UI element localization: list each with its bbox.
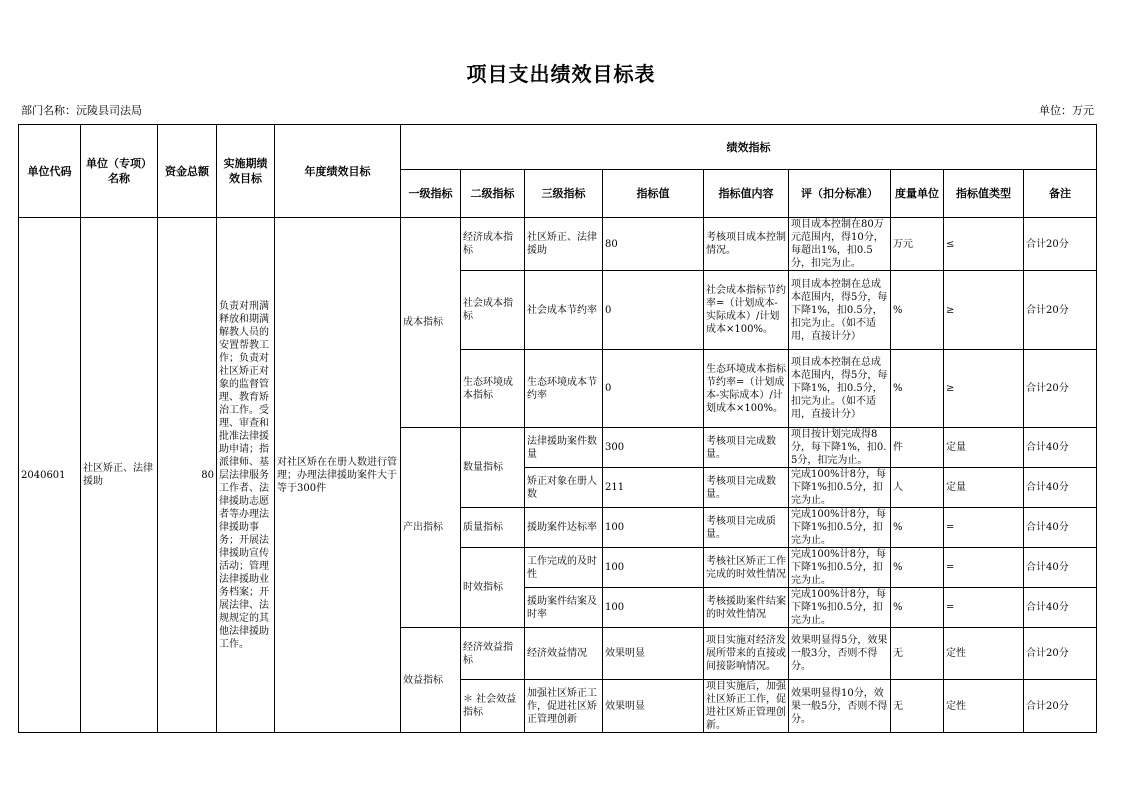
level1-cell: 成本指标: [401, 218, 461, 428]
scoring-cell: 完成100%计8分，每下降1%扣0.5分，扣完为止。: [789, 588, 891, 628]
type-cell: ≥: [944, 350, 1024, 428]
unit-cell: 件: [891, 428, 944, 468]
header-value-type: 指标值类型: [944, 170, 1024, 218]
header-content: 指标值内容: [704, 170, 789, 218]
header-measure-unit: 度量单位: [891, 170, 944, 218]
unit-cell: 无: [891, 680, 944, 733]
unit-cell: 无: [891, 628, 944, 680]
value-cell: 100: [603, 508, 704, 548]
header-level1: 一级指标: [401, 170, 461, 218]
header-remark: 备注: [1024, 170, 1097, 218]
remark-cell: 合计40分: [1024, 468, 1097, 508]
remark-cell: 合计20分: [1024, 218, 1097, 271]
content-cell: 项目实施后，加强社区矫正工作，促进社区矫正管理创新。: [704, 680, 789, 733]
level2-cell: 经济成本指标: [461, 218, 525, 271]
value-cell: 效果明显: [603, 680, 704, 733]
scoring-cell: 完成100%计8分，每下降1%扣0.5分，扣完为止。: [789, 548, 891, 588]
header-period-goal: 实施期绩效目标: [217, 125, 275, 218]
unit-cell: %: [891, 271, 944, 350]
remark-cell: 合计40分: [1024, 428, 1097, 468]
level3-cell: 生态环境成本节约率: [525, 350, 603, 428]
scoring-cell: 效果明显得10分，效果一般5分，否则不得分。: [789, 680, 891, 733]
level2-cell: 社会成本指标: [461, 271, 525, 350]
value-cell: 0: [603, 350, 704, 428]
level2-cell: 质量指标: [461, 508, 525, 548]
type-cell: 定量: [944, 428, 1024, 468]
remark-cell: 合计40分: [1024, 548, 1097, 588]
content-cell: 考核项目完成数量。: [704, 468, 789, 508]
type-cell: 定性: [944, 680, 1024, 733]
annual-goal-cell: 对社区矫在在册人数进行管理；办理法律援助案件大于等于300件: [275, 218, 401, 733]
value-cell: 80: [603, 218, 704, 271]
content-cell: 社会成本指标节约率=（计划成本-实际成本）/计划成本×100%。: [704, 271, 789, 350]
level1-cell: 效益指标: [401, 628, 461, 733]
remark-cell: 合计20分: [1024, 271, 1097, 350]
unit-name-cell: 社区矫正、法律援助: [81, 218, 158, 733]
level3-cell: 社区矫正、法律援助: [525, 218, 603, 271]
unit-cell: 人: [891, 468, 944, 508]
department-name: 部门名称：沅陵县司法局: [21, 104, 142, 117]
remark-cell: 合计40分: [1024, 588, 1097, 628]
unit-cell: %: [891, 548, 944, 588]
type-cell: 定性: [944, 628, 1024, 680]
currency-unit: 单位：万元: [1039, 104, 1094, 117]
remark-cell: 合计20分: [1024, 350, 1097, 428]
value-cell: 100: [603, 548, 704, 588]
type-cell: 定量: [944, 468, 1024, 508]
level2-cell: 数量指标: [461, 428, 525, 508]
content-cell: 项目实施对经济发展所带来的直接或间接影响情况。: [704, 628, 789, 680]
performance-goal-table: [18, 124, 1097, 733]
period-goal-cell: 负责对刑满释放和期满解教人员的安置帮教工作；负责对社区矫正对象的监督管理、教育矫治工作。受理、审查和批准法律援助申请；指派律师、基层法律服务工作者、法律援助志愿者等办理法律援助事务；开展法律援助宣传活动；管理法律援助业务档案；开展法律、法规规定的其他法律援助工作。: [217, 218, 275, 733]
value-cell: 效果明显: [603, 628, 704, 680]
level3-cell: 援助案件达标率: [525, 508, 603, 548]
type-cell: =: [944, 548, 1024, 588]
level2-cell: 时效指标: [461, 548, 525, 628]
unit-cell: 万元: [891, 218, 944, 271]
remark-cell: 合计20分: [1024, 628, 1097, 680]
level2-cell: 生态环境成本指标: [461, 350, 525, 428]
header-value: 指标值: [603, 170, 704, 218]
level3-cell: 援助案件结案及时率: [525, 588, 603, 628]
level3-cell: 加强社区矫正工作，促进社区矫正管理创新: [525, 680, 603, 733]
header-level3: 三级指标: [525, 170, 603, 218]
scoring-cell: 项目成本控制在总成本范围内，得5分，每下降1%，扣0.5分，扣完为止。（如不适用，直接计分）: [789, 350, 891, 428]
header-annual-goal: 年度绩效目标: [275, 125, 401, 218]
header-scoring: 评（扣分标准）: [789, 170, 891, 218]
unit-code-cell: 2040601: [19, 218, 81, 733]
unit-cell: %: [891, 350, 944, 428]
type-cell: =: [944, 588, 1024, 628]
header-level2: 二级指标: [461, 170, 525, 218]
scoring-cell: 完成100%计8分，每下降1%扣0.5分，扣完为止。: [789, 468, 891, 508]
type-cell: ≤: [944, 218, 1024, 271]
header-indicators: 绩效指标: [401, 125, 1097, 170]
content-cell: 考核项目完成数量。: [704, 428, 789, 468]
scoring-cell: 项目成本控制在总成本范围内，得5分，每下降1%，扣0.5分，扣完为止。（如不适用，直接计分）: [789, 271, 891, 350]
scoring-cell: 效果明显得5分，效果一般3分，否则不得分。: [789, 628, 891, 680]
level3-cell: 社会成本节约率: [525, 271, 603, 350]
content-cell: 考核项目完成质量。: [704, 508, 789, 548]
content-cell: 考核援助案件结案的时效性情况: [704, 588, 789, 628]
value-cell: 300: [603, 428, 704, 468]
scoring-cell: 完成100%计8分，每下降1%扣0.5分，扣完为止。: [789, 508, 891, 548]
page-title: 项目支出绩效目标表: [466, 62, 656, 86]
unit-cell: %: [891, 508, 944, 548]
value-cell: 0: [603, 271, 704, 350]
scoring-cell: 项目按计划完成得8分，每下降1%，扣0.5分，扣完为止。: [789, 428, 891, 468]
scoring-cell: 项目成本控制在80万元范围内，得10分，每超出1%，扣0.5分，扣完为止。: [789, 218, 891, 271]
remark-cell: 合计40分: [1024, 508, 1097, 548]
level3-cell: 经济效益情况: [525, 628, 603, 680]
level3-cell: 工作完成的及时性: [525, 548, 603, 588]
value-cell: 211: [603, 468, 704, 508]
content-cell: 考核项目成本控制情况。: [704, 218, 789, 271]
type-cell: ≥: [944, 271, 1024, 350]
table-row: [19, 218, 1097, 271]
content-cell: 考核社区矫正工作完成的时效性情况: [704, 548, 789, 588]
type-cell: =: [944, 508, 1024, 548]
content-cell: 生态环境成本指标节约率=（计划成本-实际成本）/计划成本×100%。: [704, 350, 789, 428]
header-total-funds: 资金总额: [158, 125, 217, 218]
remark-cell: 合计20分: [1024, 680, 1097, 733]
level3-cell: 法律援助案件数量: [525, 428, 603, 468]
header-unit-code: 单位代码: [19, 125, 81, 218]
level3-cell: 矫正对象在册人数: [525, 468, 603, 508]
unit-cell: %: [891, 588, 944, 628]
level2-cell: ＊ 社会效益指标: [461, 680, 525, 733]
total-funds-cell: 80: [158, 218, 217, 733]
level2-cell: 经济效益指标: [461, 628, 525, 680]
header-unit-name: 单位（专项）名称: [81, 125, 158, 218]
level1-cell: 产出指标: [401, 428, 461, 628]
value-cell: 100: [603, 588, 704, 628]
